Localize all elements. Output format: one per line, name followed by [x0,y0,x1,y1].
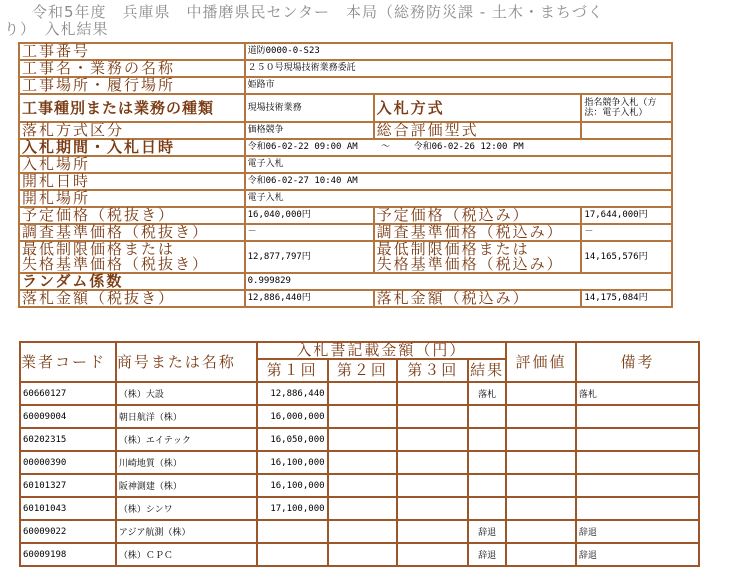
value-opening-date: 令和06-02-27 10:40 AM [245,173,672,190]
cell-round1: 17,100,000 [257,497,328,520]
info-row-construction-no [19,43,672,60]
cell-code: 60009022 [20,520,116,543]
info-row-opening-place [19,190,672,207]
cell-round2 [328,382,398,405]
value-bid-method: 指名競争入札（方法：電子入札） [581,94,672,122]
cell-round3 [397,497,468,520]
table-row [20,543,699,566]
header-result: 結果 [468,359,506,382]
page-title-line1: 令和5年度 兵庫県 中播磨県民センター 本局（総務防災課 - 土木・まちづく [32,3,604,21]
bid-period-separator: ～ [381,142,391,152]
min-price-in-line1: 最低制限価格または [376,240,530,258]
cell-remarks [576,451,699,474]
cell-code: 00000390 [20,451,116,474]
table-row [20,451,699,474]
cell-round3 [397,405,468,428]
label-opening-date: 開札日時 [19,173,245,190]
label-survey-price-ex: 調査基準価格（税抜き） [19,224,245,241]
cell-round2 [328,543,398,566]
cell-round2 [328,497,398,520]
cell-code: 60009004 [20,405,116,428]
cell-result: 落札 [468,382,506,405]
cell-round2 [328,520,398,543]
label-bid-method: 入札方式 [374,94,582,122]
label-survey-price-in: 調査基準価格（税込み） [374,224,582,241]
header-round1: 第１回 [257,359,328,382]
bid-period-end: 令和06-02-26 12:00 PM [413,142,524,152]
value-survey-price-in: － [581,224,672,241]
cell-name: （株）シンワ [116,497,257,520]
value-award-ex: 12,886,440円 [245,290,374,307]
cell-remarks [576,497,699,520]
value-min-price-ex: 12,877,797円 [245,241,374,273]
value-award-method: 価格競争 [245,122,374,139]
cell-code: 60660127 [20,382,116,405]
label-award-ex: 落札金額（税抜き） [19,290,245,307]
info-row-random-coef [19,273,672,290]
min-price-ex-line1: 最低制限価格または [22,240,176,258]
cell-name: 阪神測建（株） [116,474,257,497]
cell-name: （株）ＣＰＣ [116,543,257,566]
cell-result [468,497,506,520]
info-row-location [19,77,672,94]
cell-round1: 16,100,000 [257,474,328,497]
cell-remarks [576,428,699,451]
cell-round1: 12,886,440 [257,382,328,405]
page-title [4,4,744,38]
label-random-coef: ランダム係数 [19,273,245,290]
cell-round3 [397,474,468,497]
table-row [20,405,699,428]
value-planned-price-in: 17,644,000円 [581,207,672,224]
cell-result: 辞退 [468,520,506,543]
cell-round2 [328,451,398,474]
cell-name: 川崎地質（株） [116,451,257,474]
value-bid-place: 電子入札 [245,156,672,173]
label-bid-period: 入札期間・入札日時 [19,139,245,156]
info-row-min-price [19,241,672,273]
cell-round1 [257,520,328,543]
label-bid-place: 入札場所 [19,156,245,173]
value-location: 姫路市 [245,77,672,94]
value-planned-price-ex: 16,040,000円 [245,207,374,224]
value-opening-place: 電子入札 [245,190,672,207]
table-row [20,520,699,543]
header-name: 商号または名称 [116,342,257,382]
label-award-method: 落札方式区分 [19,122,245,139]
cell-round3 [397,451,468,474]
bid-results-table [19,341,700,567]
cell-round3 [397,543,468,566]
info-row-bid-place [19,156,672,173]
label-location: 工事場所・履行場所 [19,77,245,94]
label-min-price-in [374,241,582,273]
cell-score [506,405,576,428]
label-award-in: 落札金額（税込み） [374,290,582,307]
cell-round3 [397,382,468,405]
cell-score [506,520,576,543]
label-evaluation-type: 総合評価型式 [374,122,582,139]
cell-remarks: 辞退 [576,520,699,543]
label-planned-price-in: 予定価格（税込み） [374,207,582,224]
label-name: 工事名・業務の名称 [19,60,245,77]
cell-result [468,474,506,497]
min-price-in-line2: 失格基準価格（税込み） [376,255,564,273]
header-round3: 第３回 [397,359,468,382]
info-row-bid-period [19,139,672,156]
cell-round1: 16,000,000 [257,405,328,428]
info-row-award-amount [19,290,672,307]
header-remarks: 備考 [576,342,699,382]
info-row-name [19,60,672,77]
header-code: 業者コード [20,342,116,382]
value-type: 現場技術業務 [245,94,374,122]
info-row-opening-date [19,173,672,190]
label-opening-place: 開札場所 [19,190,245,207]
label-type: 工事種別または業務の種類 [19,94,245,122]
cell-score [506,474,576,497]
value-bid-period [245,139,672,156]
table-row [20,382,699,405]
value-survey-price-ex: － [245,224,374,241]
cell-score [506,428,576,451]
cell-code: 60101043 [20,497,116,520]
header-amount-group: 入札書記載金額（円） [257,342,506,359]
cell-round2 [328,474,398,497]
label-construction-no: 工事番号 [19,43,245,60]
value-min-price-in: 14,165,576円 [581,241,672,273]
cell-score [506,382,576,405]
value-name: ２５０号現場技術業務委託 [245,60,672,77]
cell-round1: 16,050,000 [257,428,328,451]
label-planned-price-ex: 予定価格（税抜き） [19,207,245,224]
info-row-planned-price [19,207,672,224]
value-evaluation-type [581,122,672,139]
table-row [20,497,699,520]
info-row-type [19,94,672,122]
value-award-in: 14,175,084円 [581,290,672,307]
cell-code: 60202315 [20,428,116,451]
cell-score [506,543,576,566]
table-row [20,474,699,497]
cell-round2 [328,405,398,428]
cell-code: 60101327 [20,474,116,497]
info-row-survey-price [19,224,672,241]
value-construction-no: 道防0000-0-S23 [245,43,672,60]
cell-score [506,451,576,474]
cell-round1: 16,100,000 [257,451,328,474]
cell-result [468,428,506,451]
cell-score [506,497,576,520]
cell-result [468,405,506,428]
cell-name: 朝日航洋（株） [116,405,257,428]
info-row-award-method [19,122,672,139]
cell-name: （株）大設 [116,382,257,405]
bids-header-row-1 [20,342,699,359]
value-random-coef: 0.999829 [245,273,672,290]
cell-code: 60009198 [20,543,116,566]
cell-remarks [576,405,699,428]
label-min-price-ex [19,241,245,273]
bid-period-start: 令和06-02-22 09:00 AM [247,142,358,152]
cell-round1 [257,543,328,566]
cell-remarks: 落札 [576,382,699,405]
cell-result [468,451,506,474]
bid-info-table [18,42,673,308]
cell-round3 [397,520,468,543]
cell-round3 [397,428,468,451]
cell-remarks: 辞退 [576,543,699,566]
min-price-ex-line2: 失格基準価格（税抜き） [22,255,210,273]
cell-remarks [576,474,699,497]
cell-round2 [328,428,398,451]
cell-name: アジア航測（株） [116,520,257,543]
header-score: 評価値 [506,342,576,382]
cell-name: （株）エイテック [116,428,257,451]
cell-result: 辞退 [468,543,506,566]
table-row [20,428,699,451]
page-title-line2: り） 入札結果 [4,20,109,38]
header-round2: 第２回 [328,359,398,382]
